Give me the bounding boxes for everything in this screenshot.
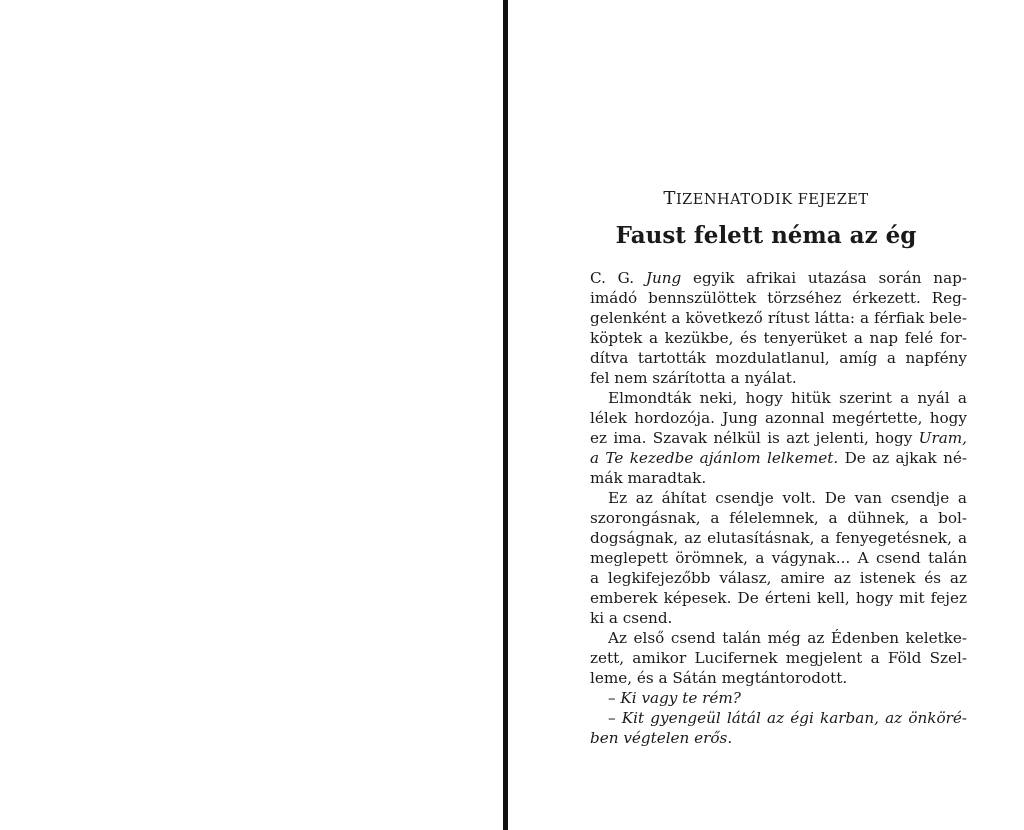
body-line: imádó bennszülöttek törzséhez érkezett. Reg- <box>590 289 967 307</box>
chapter-label-initial: T <box>663 188 676 209</box>
body-line <box>590 448 967 468</box>
body-line: Elmondták neki, hogy hitük szerint a nyál a <box>608 389 967 407</box>
body-line: zett, amikor Lucifernek megjelent a Föld Szel- <box>590 649 967 667</box>
chapter-title: Faust felett néma az ég <box>615 222 917 249</box>
body-line: Az első csend talán még az Édenben keletke- <box>608 629 967 647</box>
dialogue-text: Ki vagy te rém? <box>620 689 741 707</box>
body-line-text: De az ajkak né- <box>844 449 967 467</box>
body-line: szorongásnak, a félelemnek, a dühnek, a bol- <box>590 509 967 527</box>
body-line-italic: Uram, <box>918 429 967 447</box>
chapter-body <box>590 268 967 748</box>
body-line: köptek a kezükbe, és tenyerüket a nap felé for- <box>590 329 967 347</box>
body-line: Ez az áhítat csendje volt. De van csendje a <box>608 489 967 507</box>
dialogue-text: Kit gyengeül látál az égi karban, az önköré- <box>621 709 968 727</box>
body-line: ki a csend. <box>590 609 673 627</box>
chapter-label <box>508 188 1024 209</box>
body-line-italic: a Te kezedbe ajánlom lelkemet. <box>590 449 839 467</box>
dialogue-text: ben végtelen erős. <box>590 729 733 747</box>
author-initials: C. G. <box>590 269 646 287</box>
chapter-label-rest: IZENHATODIK FEJEZET <box>675 192 869 208</box>
body-line: fel nem szárította a nyálat. <box>590 369 797 387</box>
dialogue-line <box>590 688 967 708</box>
body-line <box>590 268 967 288</box>
dash: – <box>608 689 621 707</box>
author-name: Jung <box>645 269 682 287</box>
body-line: meglepett örömnek, a vágynak... A csend talán <box>590 549 967 567</box>
body-line <box>590 428 967 448</box>
left-page-blank <box>0 0 503 830</box>
body-line: mák maradtak. <box>590 469 707 487</box>
body-line: leme, és a Sátán megtántorodott. <box>590 669 848 687</box>
body-line: dítva tartották mozdulatlanul, amíg a napfény <box>590 349 967 367</box>
dash: – <box>608 709 622 727</box>
dialogue-line <box>590 708 967 728</box>
body-line: lélek hordozója. Jung azonnal megértette, hogy <box>590 409 967 427</box>
dialogue-line <box>590 728 967 748</box>
body-line: emberek képesek. De érteni kell, hogy mit fejez <box>590 589 967 607</box>
body-line: gelenként a következő rítust látta: a férfiak bele- <box>590 309 967 327</box>
body-line: a legkifejezőbb válasz, amire az istenek és az <box>590 569 967 587</box>
body-line: dogságnak, az elutasításnak, a fenyegetésnek, a <box>590 529 967 547</box>
right-page <box>508 0 1024 830</box>
body-line-text: ez ima. Szavak nélkül is azt jelenti, hogy <box>590 429 913 447</box>
body-line-text: egyik afrikai utazása során nap- <box>681 269 967 287</box>
